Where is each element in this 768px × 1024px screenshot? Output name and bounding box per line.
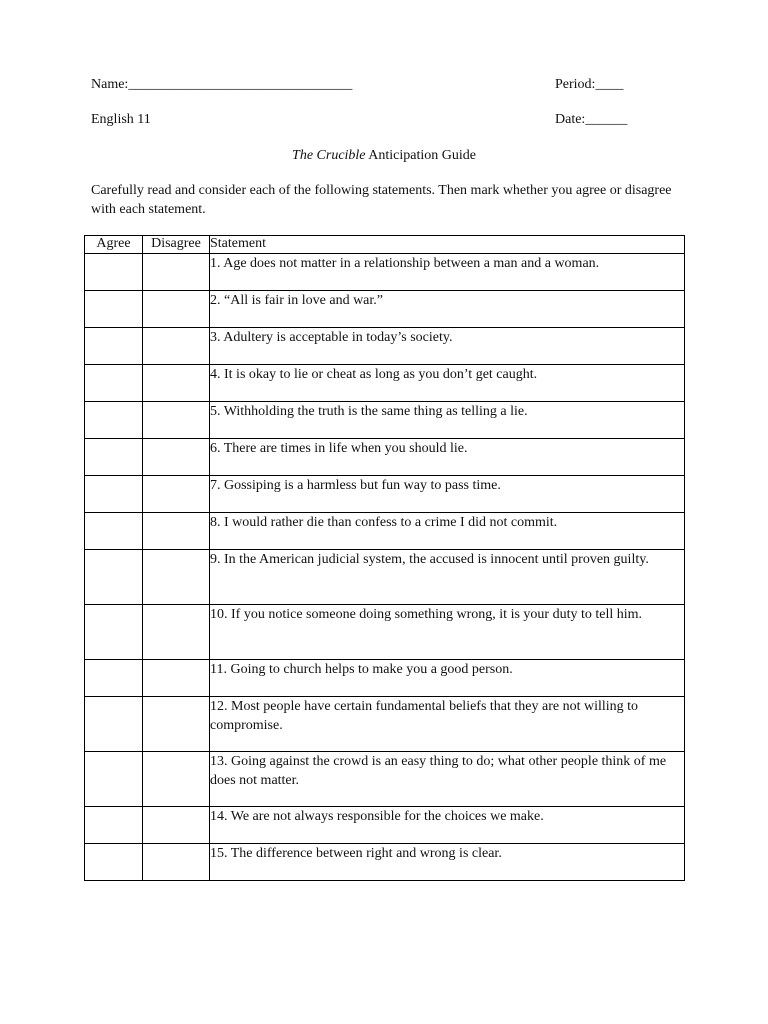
statement-cell: 15. The difference between right and wrong is clear. [210, 844, 685, 881]
title-rest: Anticipation Guide [365, 148, 476, 163]
table-header-row [85, 236, 685, 254]
table-row [85, 476, 685, 513]
agree-cell[interactable] [85, 844, 143, 881]
agree-cell[interactable] [85, 365, 143, 402]
table-row [85, 550, 685, 605]
statement-cell: 12. Most people have certain fundamental beliefs that they are not willing to compromise. [210, 697, 685, 752]
agree-cell[interactable] [85, 402, 143, 439]
statement-cell: 2. “All is fair in love and war.” [210, 291, 685, 328]
name-label: Name: [91, 77, 129, 92]
disagree-cell[interactable] [143, 660, 210, 697]
agree-header: Agree [85, 236, 143, 254]
disagree-cell[interactable] [143, 605, 210, 660]
statement-cell: 7. Gossiping is a harmless but fun way to pass time. [210, 476, 685, 513]
agree-cell[interactable] [85, 660, 143, 697]
table-row [85, 605, 685, 660]
table-row [85, 697, 685, 752]
statement-cell: 6. There are times in life when you should lie. [210, 439, 685, 476]
agree-cell[interactable] [85, 550, 143, 605]
disagree-cell[interactable] [143, 476, 210, 513]
disagree-cell[interactable] [143, 844, 210, 881]
disagree-cell[interactable] [143, 439, 210, 476]
instructions-text: Carefully read and consider each of the following statements. Then mark whether you agree or disagree with each statement. [91, 183, 672, 217]
statement-cell: 1. Age does not matter in a relationship between a man and a woman. [210, 254, 685, 291]
statement-header: Statement [210, 236, 685, 254]
statement-cell: 4. It is okay to lie or cheat as long as you don’t get caught. [210, 365, 685, 402]
agree-cell[interactable] [85, 254, 143, 291]
page-title [0, 148, 768, 164]
disagree-cell[interactable] [143, 697, 210, 752]
statement-cell: 3. Adultery is acceptable in today’s society. [210, 328, 685, 365]
agree-cell[interactable] [85, 697, 143, 752]
table-row [85, 439, 685, 476]
anticipation-table [84, 235, 685, 881]
statement-cell: 5. Withholding the truth is the same thing as telling a lie. [210, 402, 685, 439]
table-row [85, 365, 685, 402]
agree-cell[interactable] [85, 328, 143, 365]
disagree-cell[interactable] [143, 807, 210, 844]
name-blank[interactable]: ________________________________ [128, 77, 353, 92]
table-row [85, 254, 685, 291]
agree-cell[interactable] [85, 752, 143, 807]
statement-cell: 9. In the American judicial system, the accused is innocent until proven guilty. [210, 550, 685, 605]
agree-cell[interactable] [85, 513, 143, 550]
disagree-cell[interactable] [143, 291, 210, 328]
period-label: Period: [555, 77, 596, 92]
agree-cell[interactable] [85, 807, 143, 844]
period-blank[interactable]: ____ [595, 77, 624, 92]
date-blank[interactable]: ______ [585, 112, 628, 127]
disagree-cell[interactable] [143, 402, 210, 439]
statement-cell: 14. We are not always responsible for the choices we make. [210, 807, 685, 844]
disagree-cell[interactable] [143, 752, 210, 807]
statement-cell: 13. Going against the crowd is an easy thing to do; what other people think of me does not matter. [210, 752, 685, 807]
table-row [85, 402, 685, 439]
table-row [85, 660, 685, 697]
statement-cell: 11. Going to church helps to make you a good person. [210, 660, 685, 697]
agree-cell[interactable] [85, 605, 143, 660]
disagree-cell[interactable] [143, 328, 210, 365]
agree-cell[interactable] [85, 439, 143, 476]
agree-cell[interactable] [85, 476, 143, 513]
disagree-cell[interactable] [143, 254, 210, 291]
date-label: Date: [555, 112, 586, 127]
table-row [85, 752, 685, 807]
course-label: English 11 [91, 112, 151, 127]
table-row [85, 291, 685, 328]
table-row [85, 513, 685, 550]
statement-cell: 10. If you notice someone doing something wrong, it is your duty to tell him. [210, 605, 685, 660]
name-field[interactable] [91, 77, 352, 93]
title-italic: The Crucible [292, 148, 366, 163]
agree-cell[interactable] [85, 291, 143, 328]
disagree-cell[interactable] [143, 513, 210, 550]
table-row [85, 844, 685, 881]
table-row [85, 328, 685, 365]
disagree-header: Disagree [143, 236, 210, 254]
table-row [85, 807, 685, 844]
date-field[interactable] [555, 112, 627, 128]
period-field[interactable] [555, 77, 623, 93]
disagree-cell[interactable] [143, 365, 210, 402]
statement-cell: 8. I would rather die than confess to a crime I did not commit. [210, 513, 685, 550]
disagree-cell[interactable] [143, 550, 210, 605]
